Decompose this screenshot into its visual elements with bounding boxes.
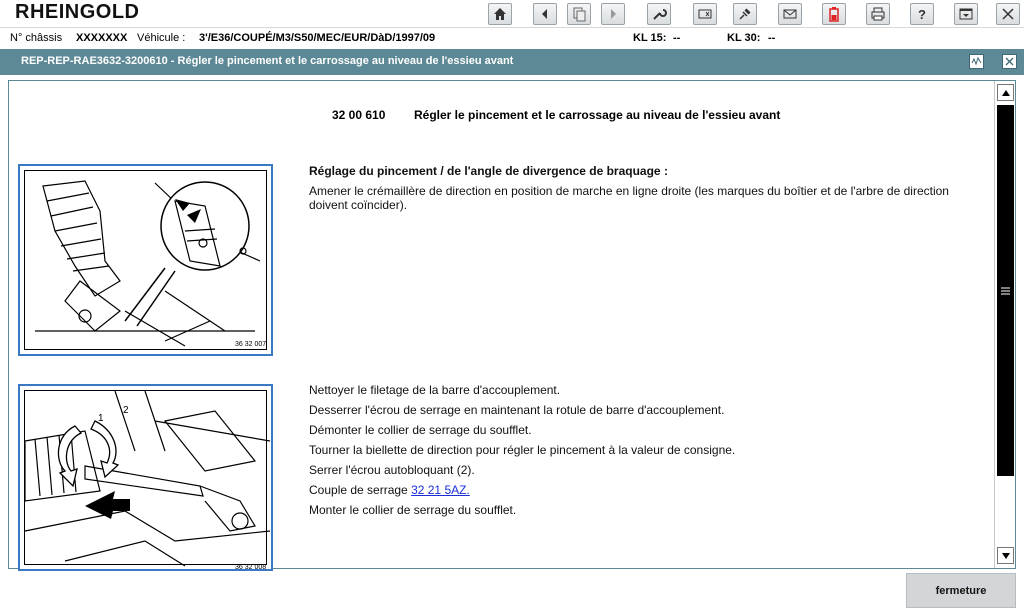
vehicle-label: Véhicule : <box>137 32 186 44</box>
step-item: Démonter le collier de serrage du soufflet. <box>309 423 532 437</box>
torque-prefix: Couple de serrage <box>309 483 412 497</box>
window-button[interactable] <box>954 3 978 25</box>
section-1-heading: Réglage du pincement / de l'angle de divergence de braquage : <box>309 164 668 178</box>
close-button[interactable]: fermeture <box>906 573 1016 608</box>
home-icon <box>492 6 508 22</box>
diagnosis-plug-icon <box>737 6 753 22</box>
step-item: Desserrer l'écrou de serrage en maintenant la rotule de barre d'accouplement. <box>309 403 725 417</box>
kl15-value: -- <box>673 32 681 44</box>
figure-image <box>24 390 267 571</box>
back-icon <box>537 6 553 22</box>
vertical-scrollbar[interactable] <box>994 81 1015 568</box>
torque-link[interactable]: 32 21 5AZ. <box>411 483 470 497</box>
vehicle-value: 3'/E36/COUPÉ/M3/S50/MEC/EUR/DàD/1997/09 <box>199 32 436 44</box>
section-1 <box>309 164 989 212</box>
top-toolbar <box>0 0 1024 28</box>
torque-step <box>309 482 989 502</box>
forward-button[interactable] <box>601 3 625 25</box>
help-button[interactable] <box>910 3 934 25</box>
figure-steering-rack[interactable] <box>18 164 273 356</box>
document-heading: Régler le pincement et le carrossage au niveau de l'essieu avant <box>414 108 781 122</box>
help-icon: ? <box>918 6 926 22</box>
kl30-label: KL 30: <box>727 32 761 44</box>
battery-icon <box>826 6 842 22</box>
grip-icon <box>1001 287 1010 295</box>
mail-button[interactable] <box>778 3 802 25</box>
documents-icon <box>571 6 587 22</box>
steering-rack-illustration <box>25 171 270 353</box>
chassis-value: XXXXXXX <box>76 32 128 44</box>
tie-rod-illustration <box>25 391 270 573</box>
arrow-down-icon <box>1001 552 1011 560</box>
scroll-thumb[interactable] <box>997 105 1014 476</box>
battery-button[interactable] <box>822 3 846 25</box>
callout-2: 2 <box>123 405 129 416</box>
window-icon <box>958 6 974 22</box>
document-number: 32 00 610 <box>332 108 386 122</box>
step-item: Tourner la biellette de direction pour régler le pincement à la valeur de consigne. <box>309 443 736 457</box>
section-2-steps <box>309 382 989 522</box>
step-item: Monter le collier de serrage du soufflet. <box>309 503 517 517</box>
close-icon <box>1004 56 1015 67</box>
mail-icon <box>782 6 798 22</box>
service-function-button[interactable] <box>693 3 717 25</box>
print-icon <box>870 6 886 22</box>
callout-1: 1 <box>98 413 104 424</box>
arrow-up-icon <box>1001 89 1011 97</box>
section-1-text: Amener le crémaillère de direction en position de marche en ligne droite (les marques du boîtier et de l'arbre de direction doivent coïncider). <box>309 184 949 212</box>
vehicle-info-bar <box>0 28 1024 48</box>
document-title: REP-REP-RAE3632-3200610 - Régler le pincement et le carrossage au niveau de l'essieu avant <box>21 55 514 67</box>
back-button[interactable] <box>533 3 557 25</box>
app-title: RHEINGOLD <box>15 1 140 23</box>
diagnosis-button[interactable] <box>733 3 757 25</box>
kl30-value: -- <box>768 32 776 44</box>
signal-icon <box>971 56 982 67</box>
chassis-label: N° châssis <box>10 32 63 44</box>
service-function-icon <box>697 6 713 22</box>
figure-image <box>24 170 267 350</box>
figure-1-caption: 36 32 007 <box>235 341 267 348</box>
document-content <box>8 80 1016 569</box>
print-button[interactable] <box>866 3 890 25</box>
exit-button[interactable] <box>996 3 1020 25</box>
documents-button[interactable] <box>567 3 591 25</box>
wrench-icon <box>651 6 667 22</box>
scroll-up-button[interactable] <box>997 84 1014 101</box>
scroll-down-button[interactable] <box>997 547 1014 564</box>
graph-button[interactable] <box>969 54 984 69</box>
kl15-label: KL 15: <box>633 32 667 44</box>
close-document-button[interactable] <box>1002 54 1017 69</box>
step-item: Nettoyer le filetage de la barre d'accouplement. <box>309 383 561 397</box>
document-title-bar <box>0 49 1024 75</box>
close-icon <box>1000 6 1016 22</box>
forward-icon <box>605 6 621 22</box>
home-button[interactable] <box>488 3 512 25</box>
figure-tie-rod[interactable] <box>18 384 273 571</box>
step-item: Serrer l'écrou autobloquant (2). <box>309 463 475 477</box>
figure-2-caption: 36 32 008 <box>235 564 267 571</box>
wrench-button[interactable] <box>647 3 671 25</box>
